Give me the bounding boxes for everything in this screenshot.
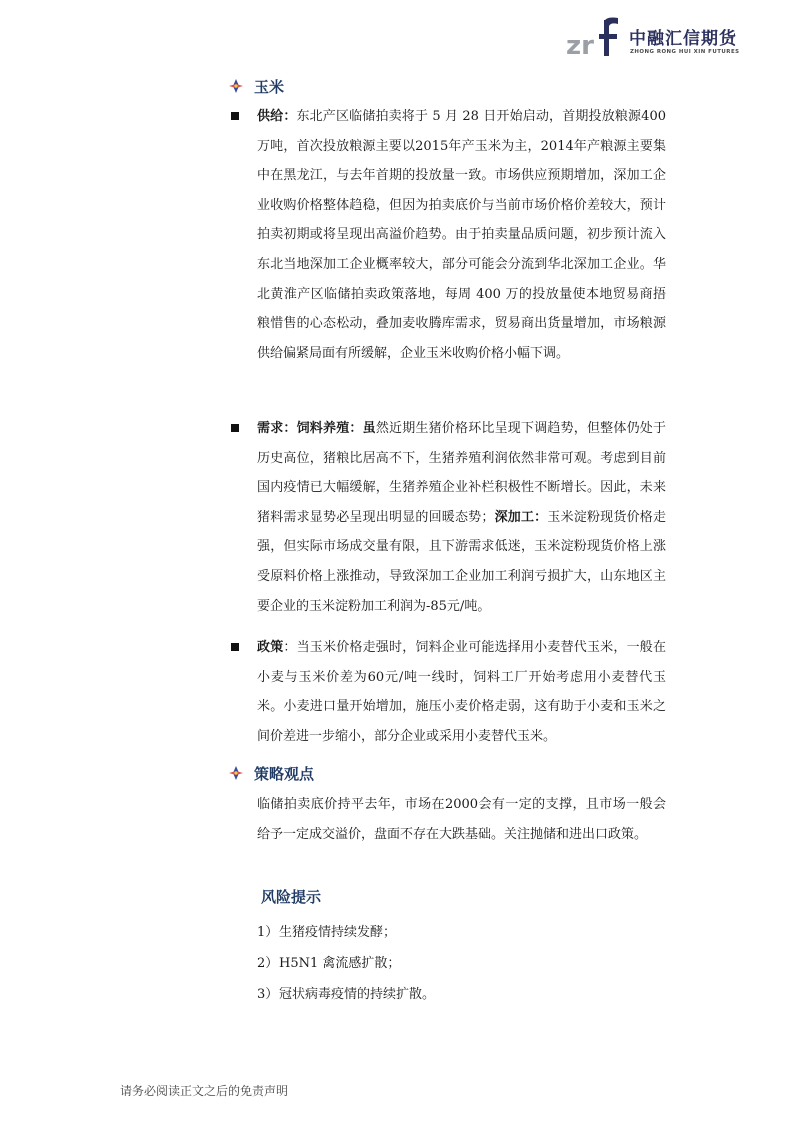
section-heading-strategy bbox=[228, 763, 314, 784]
deep-processing-text: 玉米淀粉现货价格走强，但实际市场成交量有限，且下游需求低迷，玉米淀粉现货价格上涨受原料价格上涨推动，导致深加工企业加工利润亏损扩大，山东地区主要企业的玉米淀粉加工利润为-85元/吨。 bbox=[257, 509, 666, 614]
company-logo bbox=[566, 16, 756, 64]
demand-label: 需求： bbox=[257, 421, 297, 436]
logo-english-name: ZHONG RONG HUI XIN FUTURES bbox=[630, 49, 740, 55]
supply-label: 供给： bbox=[257, 109, 297, 124]
feed-text: 然近期生猪价格环比呈现下调趋势，但整体仍处于历史高位，猪粮比居高不下，生猪养殖利润依然非常可观。考虑到目前国内疫情已大幅缓解，生猪养殖企业补栏积极性不断增长。因此，未来猪料需求显势必呈现出明显的回暖态势； bbox=[257, 421, 666, 525]
diamond-bullet-icon bbox=[228, 78, 244, 94]
risk-text: H5N1 禽流感扩散； bbox=[279, 956, 401, 971]
square-bullet-icon bbox=[231, 112, 239, 120]
demand-paragraph bbox=[257, 414, 666, 621]
supply-paragraph bbox=[257, 102, 666, 368]
heading-text: 玉米 bbox=[254, 78, 285, 96]
zrf-logo-icon bbox=[566, 16, 626, 62]
square-bullet-icon bbox=[231, 424, 239, 432]
policy-label: 政策 bbox=[257, 640, 284, 655]
risk-item bbox=[257, 952, 400, 971]
deep-processing-label: 深加工： bbox=[494, 509, 548, 525]
feed-label: 饲料养殖： bbox=[296, 421, 363, 436]
risk-number: 1） bbox=[257, 925, 279, 940]
section-heading-corn bbox=[228, 76, 284, 97]
diamond-bullet-icon bbox=[228, 765, 244, 781]
supply-text: 东北产区临储拍卖将于 5 月 28 日开始启动，首期投放粮源400万吨，首次投放粮源主要以2015年产玉米为主，2014年产粮源主要集中在黑龙江，与去年首期的投放量一致。市场供应预期增加，深加工企业收购价格整体趋稳，但因为拍卖底价与当前市场价格价差较大，预计拍卖初期或将呈现出高溢价趋势。由于拍卖量品质问题，初步预计流入东北当地深加工企业概率较大，部分可能会分流到华北深加工企业。华北黄淮产区临储拍卖政策落地，每周 400 万的投放量使本地贸易商捂粮惜售的心态松动，叠加麦收腾库需求，贸易商出货量增加，市场粮源供给偏紧局面有所缓解，企业玉米收购价格小幅下调。 bbox=[257, 109, 666, 361]
policy-text: ：当玉米价格走强时，饲料企业可能选择用小麦替代玉米，一般在小麦与玉米价差为60元/吨一线时，饲料工厂开始考虑用小麦替代玉米。小麦进口量开始增加，施压小麦价格走弱，这有助于小麦和玉米之间价差进一步缩小，部分企业或采用小麦替代玉米。 bbox=[257, 640, 666, 744]
heading-text: 策略观点 bbox=[254, 765, 315, 783]
risk-item bbox=[257, 921, 396, 940]
square-bullet-icon bbox=[231, 643, 239, 651]
risk-number: 2） bbox=[257, 956, 279, 971]
strategy-paragraph: 临储拍卖底价持平去年，市场在2000会有一定的支撑，且市场一般会给予一定成交溢价，盘面不存在大跌基础。关注抛储和进出口政策。 bbox=[257, 797, 666, 842]
feed-first-char: 虽 bbox=[362, 421, 376, 436]
risk-number: 3） bbox=[257, 987, 279, 1002]
svg-text:zr: zr bbox=[566, 31, 594, 61]
risk-text: 冠状病毒疫情的持续扩散。 bbox=[279, 987, 436, 1002]
logo-chinese-name: 中融汇信期货 bbox=[629, 29, 737, 49]
risk-item bbox=[257, 983, 435, 1002]
risk-heading: 风险提示 bbox=[261, 888, 322, 906]
footer-disclaimer: 请务必阅读正文之后的免责声明 bbox=[120, 1084, 289, 1098]
risk-text: 生猪疫情持续发酵； bbox=[279, 925, 397, 940]
policy-paragraph bbox=[257, 633, 666, 751]
